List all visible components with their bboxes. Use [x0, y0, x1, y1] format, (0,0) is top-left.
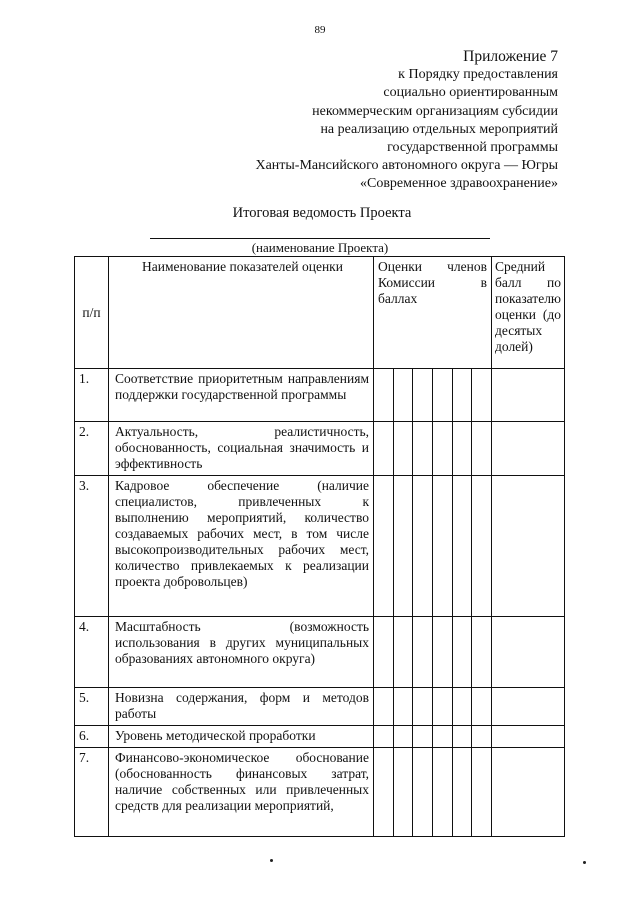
table-row	[75, 369, 565, 422]
row-number: 2.	[75, 422, 109, 476]
score-cells	[374, 422, 492, 476]
header-name: Наименование показателей оценки	[109, 257, 374, 369]
score-cells	[374, 369, 492, 422]
average-cell	[492, 476, 565, 617]
row-indicator: Финансово-экономическое обоснование (обоснованность финансовых затрат, наличие собственных или привлеченных средств для реализации мероприятий,	[109, 748, 374, 837]
project-name-caption: (наименование Проекта)	[251, 240, 389, 255]
appendix-line: Приложение 7	[463, 48, 558, 65]
appendix-line: «Современное здравоохранение»	[359, 176, 558, 192]
table-row	[75, 748, 565, 837]
average-cell	[492, 726, 565, 748]
row-indicator: Актуальность, реалистичность, обоснованность, социальная значимость и эффективность	[109, 422, 374, 476]
average-cell	[492, 369, 565, 422]
appendix-line: Ханты-Мансийского автономного округа — Югры	[255, 158, 558, 174]
average-cell	[492, 422, 565, 476]
appendix-line: некоммерческим организациям субсидии	[312, 103, 558, 119]
table-row	[75, 688, 565, 726]
appendix-line: социально ориентированным	[383, 85, 558, 101]
row-indicator: Масштабность (возможность использования в других муниципальных образованиях автономного округа)	[109, 617, 374, 688]
scan-mark	[270, 859, 273, 862]
row-number: 5.	[75, 688, 109, 726]
row-indicator: Новизна содержания, форм и методов работы	[109, 688, 374, 726]
table-row	[75, 422, 565, 476]
row-number: 6.	[75, 726, 109, 748]
document-title: Итоговая ведомость Проекта	[232, 205, 412, 221]
score-cells	[374, 688, 492, 726]
appendix-header	[255, 48, 558, 194]
score-cells	[374, 726, 492, 748]
average-cell	[492, 748, 565, 837]
row-number: 3.	[75, 476, 109, 617]
scan-mark	[583, 861, 586, 864]
project-name-line	[150, 238, 490, 239]
average-cell	[492, 688, 565, 726]
score-cells	[374, 617, 492, 688]
header-num: п/п	[75, 257, 109, 369]
table-row	[75, 617, 565, 688]
appendix-line: к Порядку предоставления	[398, 67, 558, 83]
row-indicator: Соответствие приоритетным направлениям поддержки государственной программы	[109, 369, 374, 422]
table-row	[75, 726, 565, 748]
header-avg: Средний балл по показателю оценки (до десятых долей)	[492, 257, 565, 369]
table-header-row	[75, 257, 565, 369]
score-cells	[374, 748, 492, 837]
average-cell	[492, 617, 565, 688]
row-number: 7.	[75, 748, 109, 837]
header-scores: Оценки членов Комиссии в баллах	[374, 257, 492, 369]
row-number: 1.	[75, 369, 109, 422]
row-indicator: Кадровое обеспечение (наличие специалистов, привлеченных к выполнению мероприятий, количество создаваемых рабочих мест, в том числе высокопроизводительных рабочих мест, количество привлекаемых к реализации проекта добровольцев)	[109, 476, 374, 617]
row-number: 4.	[75, 617, 109, 688]
appendix-line: на реализацию отдельных мероприятий	[320, 121, 558, 137]
score-cells	[374, 476, 492, 617]
appendix-line: государственной программы	[387, 140, 558, 156]
row-indicator: Уровень методической проработки	[109, 726, 374, 748]
page-number: 89	[314, 24, 326, 36]
table-row	[75, 476, 565, 617]
evaluation-table	[74, 256, 565, 837]
